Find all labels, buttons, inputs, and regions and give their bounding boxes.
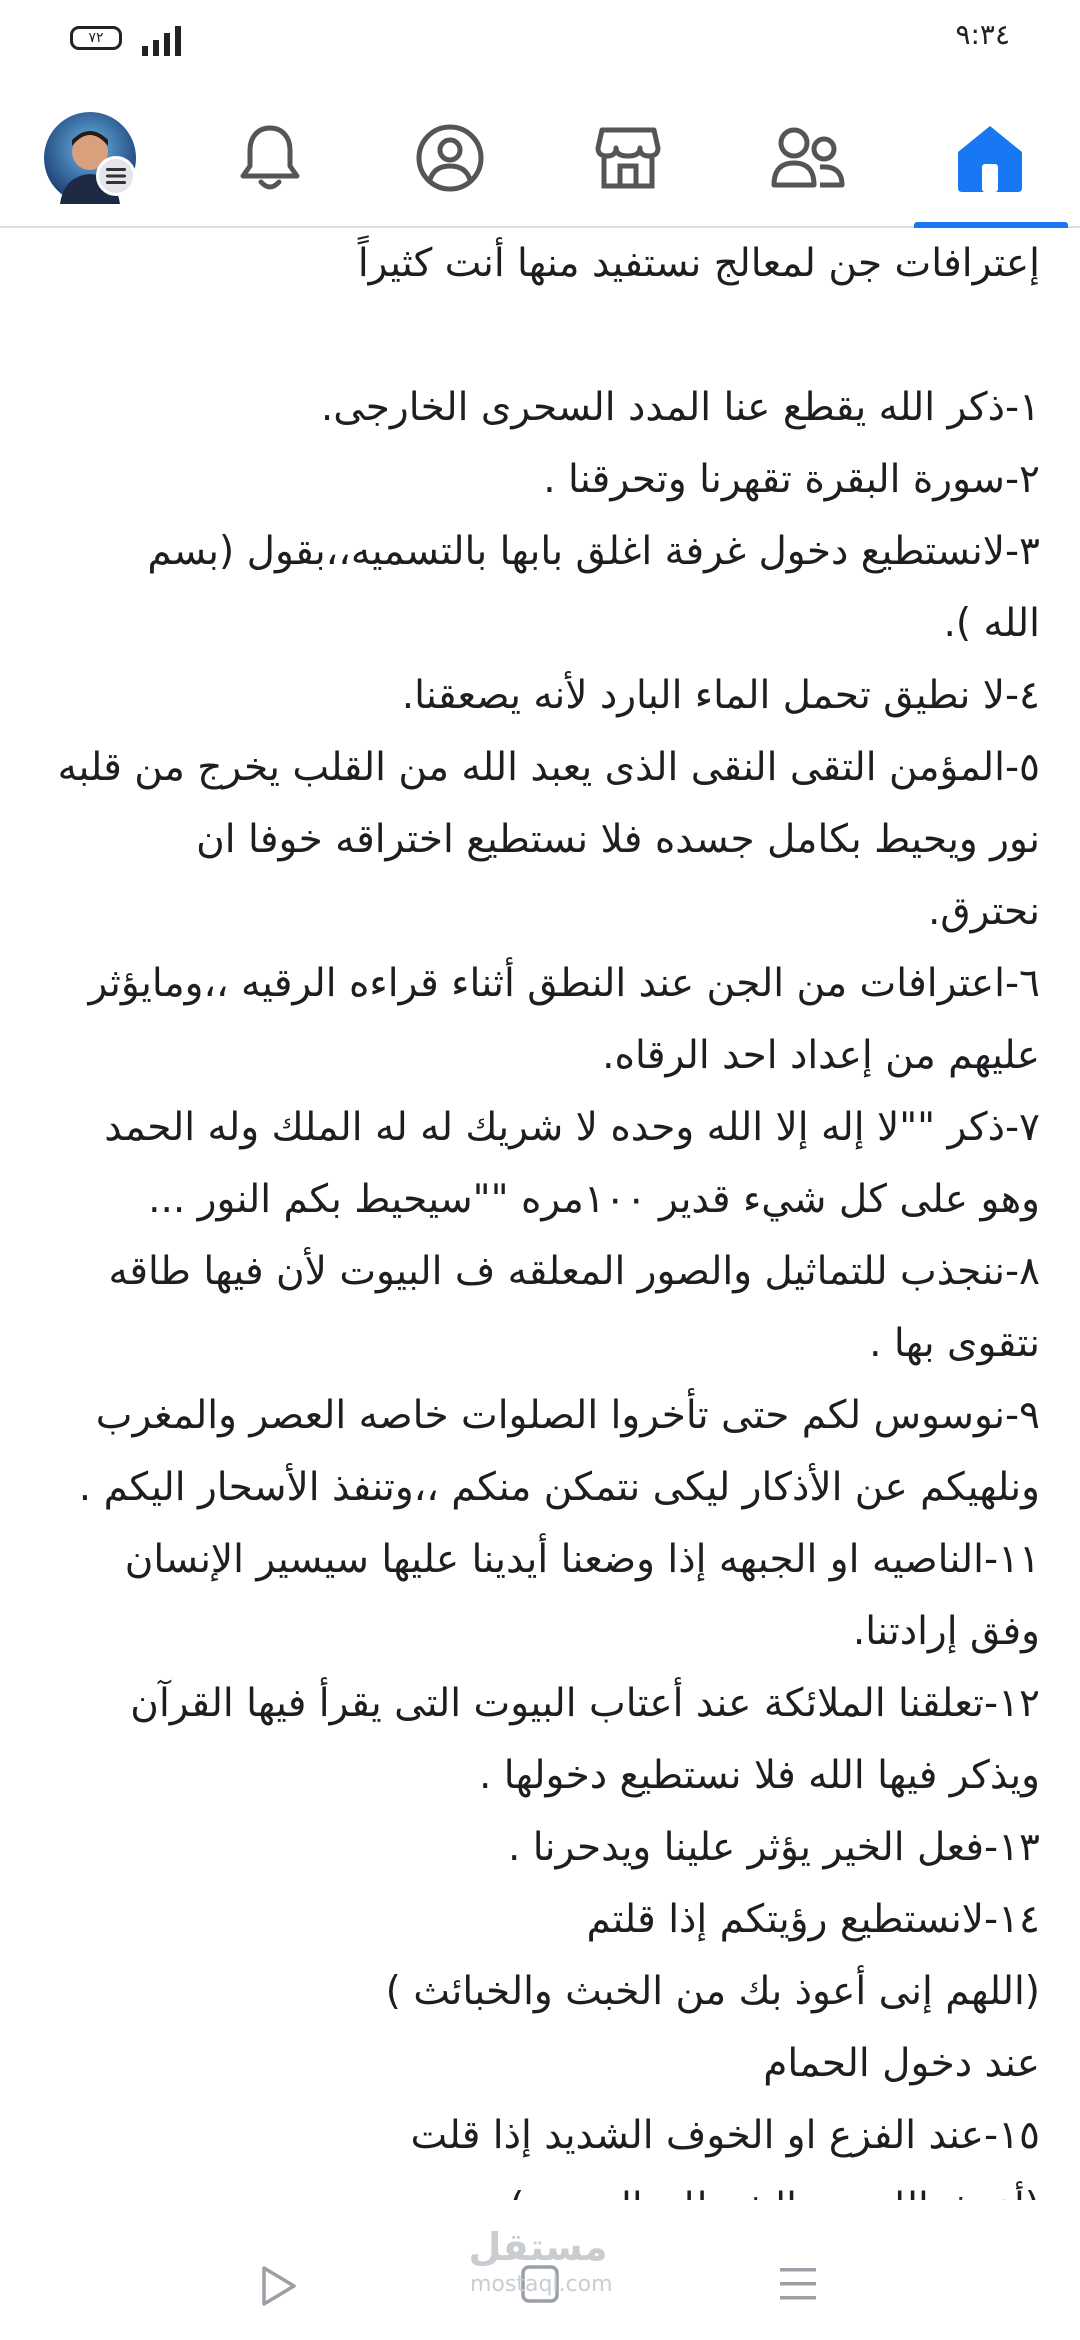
status-time: ٩:٣٤ xyxy=(955,18,1010,51)
nav-marketplace[interactable] xyxy=(580,110,676,206)
nav-friends[interactable] xyxy=(760,110,856,206)
system-navigation-bar xyxy=(0,2200,1080,2340)
post-line: ٦-اعترافات من الجن عند النطق أثناء قراءه الرقيه ،،ومايؤثر xyxy=(88,961,1040,1006)
nav-home[interactable] xyxy=(942,110,1038,206)
post-line: ٤-لا نطيق تحمل الماء البارد لأنه يصعقنا. xyxy=(401,673,1040,718)
post-line: ١٢-تعلقنا الملائكة عند أعتاب البيوت التى يقرأ فيها القرآن xyxy=(130,1681,1040,1726)
post-line: نور ويحيط بكامل جسده فلا نستطيع اختراقه خوفا ان xyxy=(196,817,1040,862)
post-line: (اللهم إنى أعوذ بك من الخبث والخبائث ) xyxy=(385,1969,1040,2014)
post-line: ١١-الناصيه او الجبهه إذا وضعنا أيدينا عليها سيسير الإنسان xyxy=(124,1537,1040,1582)
nav-profile[interactable] xyxy=(402,110,498,206)
post-line: ١-ذكر الله يقطع عنا المدد السحرى الخارجى. xyxy=(320,385,1040,430)
menu-icon xyxy=(106,168,126,184)
home-icon xyxy=(954,122,1026,194)
watermark-url: mostaql.com xyxy=(470,2272,613,2297)
post-line: وفق إرادتنا. xyxy=(852,1609,1040,1654)
post-line: ٥-المؤمن التقى النقى الذى يعبد الله من القلب يخرج من قلبه xyxy=(57,745,1040,790)
post-line: ويذكر فيها الله فلا نستطيع دخولها . xyxy=(478,1753,1040,1798)
post-line: ١٣-فعل الخير يؤثر علينا ويدحرنا . xyxy=(507,1825,1040,1870)
post-title: إعترافات جن لمعالج نستفيد منها أنت كثيراً xyxy=(357,241,1040,286)
post-line: ٨-ننجذب للتماثيل والصور المعلقه ف البيوت لأن فيها طاقه xyxy=(108,1249,1040,1294)
friends-icon xyxy=(770,125,846,191)
three-lines-icon[interactable] xyxy=(778,2264,818,2304)
post-line: نحترق. xyxy=(928,889,1040,934)
post-line: ١٥-عند الفزع او الخوف الشديد إذا قلت xyxy=(410,2113,1040,2158)
status-bar xyxy=(0,0,1080,80)
post-line: ٢-سورة البقرة تقهرنا وتحرقنا . xyxy=(543,457,1040,502)
top-navigation xyxy=(0,92,1080,228)
profile-icon xyxy=(414,122,486,194)
battery-icon xyxy=(70,26,122,50)
post-line: الله ). xyxy=(943,601,1040,646)
post-line: ٣-لانستطيع دخول غرفة اغلق بابها بالتسميه،،بقول (بسم xyxy=(147,529,1040,574)
post-text xyxy=(34,228,1040,2244)
post-line: ٩-نوسوس لكم حتى تأخروا الصلوات خاصه العصر والمغرب xyxy=(95,1393,1040,1438)
post-line: عند دخول الحمام xyxy=(763,2041,1040,2086)
post-line: ونلهيكم عن الأذكار ليكى نتمكن منكم ،،وتنفذ الأسحار اليكم . xyxy=(78,1465,1040,1510)
battery-level: ٧٢ xyxy=(88,30,104,46)
post-line: عليهم من إعداد احد الرقاه. xyxy=(602,1033,1040,1078)
post-content xyxy=(34,228,1040,2200)
nav-notifications[interactable] xyxy=(222,110,318,206)
signal-icon xyxy=(142,24,186,56)
post-line: نتقوى بها . xyxy=(869,1321,1040,1366)
watermark-logo: مستقل xyxy=(468,2225,608,2269)
play-triangle-icon[interactable] xyxy=(258,2264,298,2308)
menu-badge[interactable] xyxy=(96,156,136,196)
post-line: ٧-ذكر ""لا إله إلا الله وحده لا شريك له له الملك وله الحمد xyxy=(104,1105,1040,1150)
post-line: ١٤-لانستطيع رؤيتكم إذا قلتم xyxy=(586,1897,1040,1942)
post-line: وهو على كل شيء قدير ١٠٠مره ""سيحيط بكم النور ... xyxy=(148,1177,1040,1222)
marketplace-icon xyxy=(592,122,664,194)
bell-icon xyxy=(237,122,303,194)
blank-line xyxy=(34,300,1040,372)
